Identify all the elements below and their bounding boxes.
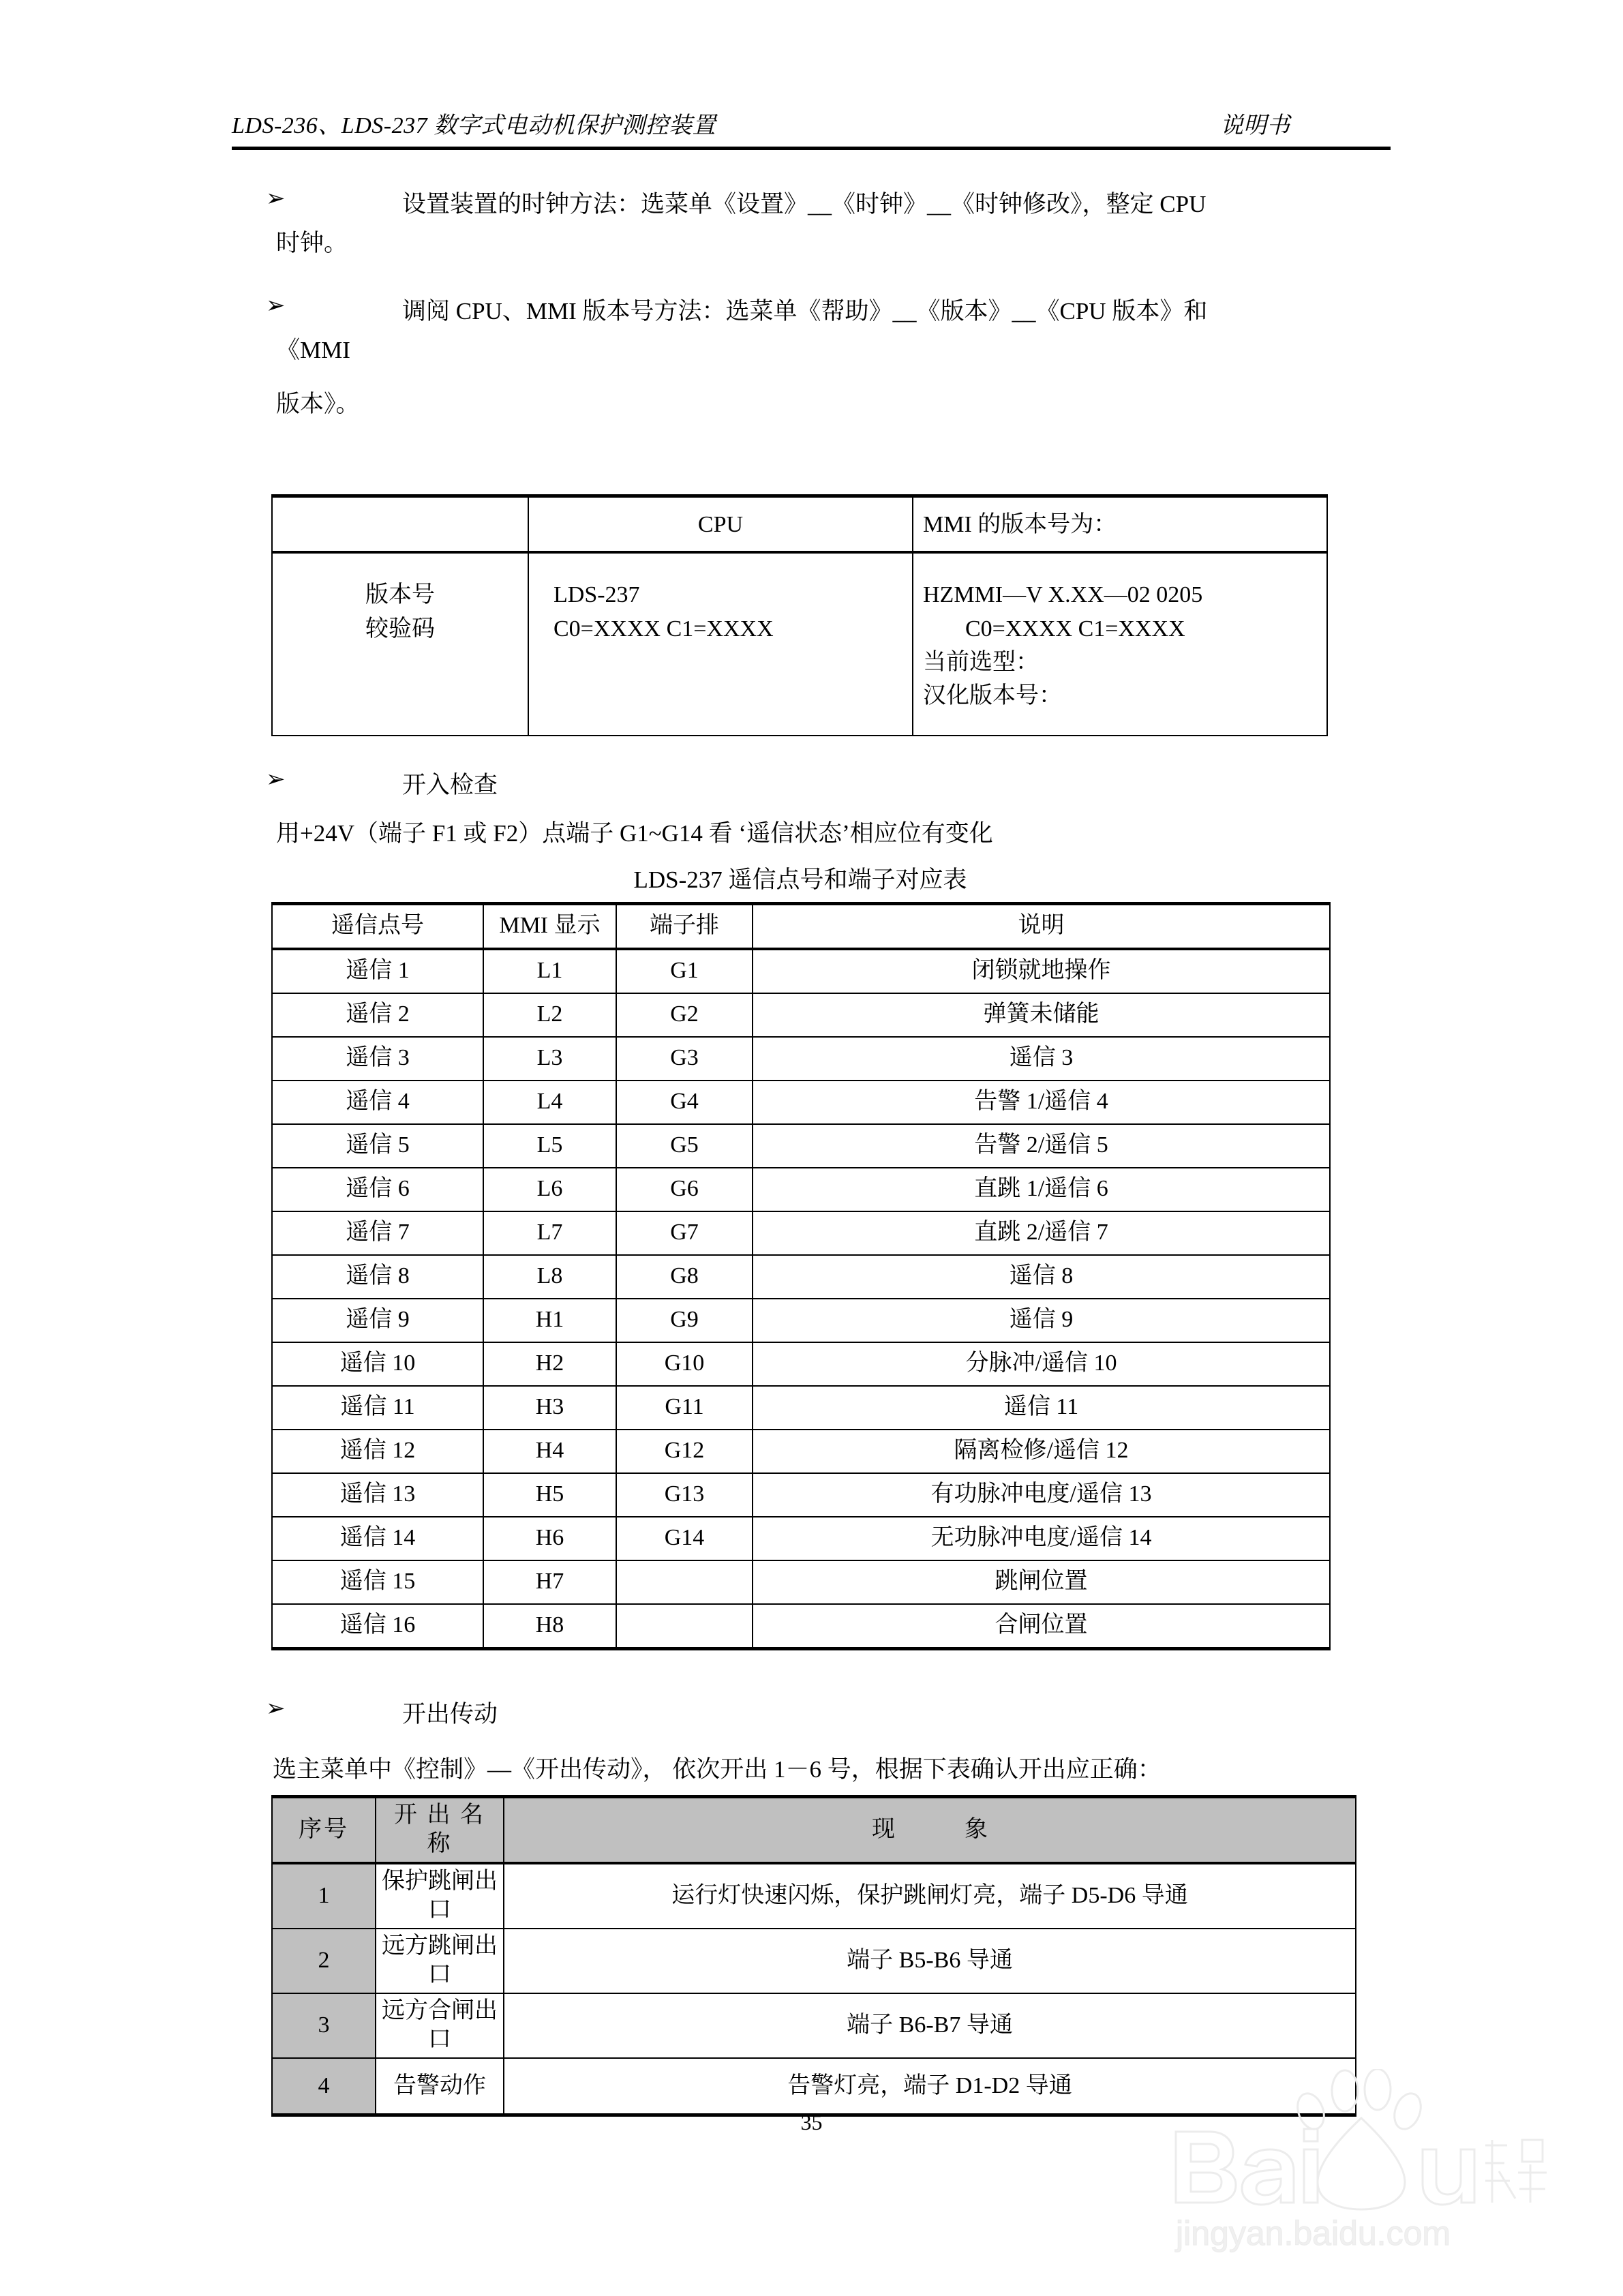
od-cell-0: 1 (272, 1863, 376, 1929)
od-cell-2: 端子 B5-B6 导通 (504, 1929, 1356, 1993)
rs-cell-2 (616, 1604, 753, 1649)
rs-cell-3: 弹簧未储能 (753, 993, 1330, 1037)
od-column-header-1: 开 出 名 称 (376, 1796, 504, 1863)
table-row (272, 1604, 1330, 1649)
bullet-arrow-icon: ➢ (266, 185, 286, 212)
version-header-cpu: CPU (528, 496, 913, 553)
bullet-version-line3: 版本》。 (276, 390, 360, 417)
bullet-arrow-icon: ➢ (266, 292, 286, 320)
table-row (272, 2058, 1356, 2115)
rs-cell-3: 告警 1/遥信 4 (753, 1081, 1330, 1124)
table-row (272, 1386, 1330, 1430)
remote-signal-table (271, 902, 1331, 1650)
bullet-arrow-icon: ➢ (266, 1694, 286, 1722)
table-row (272, 1211, 1330, 1255)
rs-cell-3: 分脉冲/遥信 10 (753, 1342, 1330, 1386)
rs-cell-3: 遥信 8 (753, 1255, 1330, 1299)
rs-column-header-3: 说明 (753, 903, 1330, 949)
rs-cell-2: G14 (616, 1517, 753, 1560)
rs-column-header-1: MMI 显示 (483, 903, 616, 949)
bullet-clock-text (232, 185, 1391, 262)
table-row (272, 1255, 1330, 1299)
rs-cell-2: G10 (616, 1342, 753, 1386)
rs-cell-3: 直跳 2/遥信 7 (753, 1211, 1330, 1255)
bullet-output-drive-desc: 选主菜单中《控制》—《开出传动》， 依次开出 1－6 号，根据下表确认开出应正确： (273, 1755, 1162, 1783)
rs-cell-1: L8 (483, 1255, 616, 1299)
rs-cell-0: 遥信 15 (272, 1560, 483, 1604)
table-row (272, 949, 1330, 993)
rs-cell-3: 直跳 1/遥信 6 (753, 1168, 1330, 1211)
rs-cell-1: L3 (483, 1037, 616, 1081)
rs-cell-3: 跳闸位置 (753, 1560, 1330, 1604)
table-row (272, 993, 1330, 1037)
rs-cell-0: 遥信 14 (272, 1517, 483, 1560)
table-row (272, 1863, 1356, 1929)
rs-cell-3: 遥信 11 (753, 1386, 1330, 1430)
bullet-clock-line2: 时钟。 (276, 229, 348, 256)
running-header (232, 102, 1391, 155)
version-mmi-cn-version: 汉化版本号： (923, 683, 1062, 709)
bullet-clock-line1: 设置装置的时钟方法：选菜单《设置》__《时钟》__《时钟修改》，整定 CPU (402, 191, 1207, 217)
rs-cell-2: G3 (616, 1037, 753, 1081)
table-row (272, 1517, 1330, 1560)
table-row (272, 1081, 1330, 1124)
version-label-checksum: 较验码 (365, 616, 435, 641)
rs-cell-0: 遥信 9 (272, 1299, 483, 1342)
rs-cell-0: 遥信 3 (272, 1037, 483, 1081)
header-document-title: LDS-236、LDS-237 数字式电动机保护测控装置 (232, 113, 716, 138)
table-row (272, 1037, 1330, 1081)
rs-cell-3: 告警 2/遥信 5 (753, 1124, 1330, 1168)
version-table-body-row (272, 552, 1327, 736)
rs-column-header-2: 端子排 (616, 903, 753, 949)
version-label-version-no: 版本号 (365, 582, 435, 608)
rs-cell-1: L4 (483, 1081, 616, 1124)
rs-cell-3: 合闸位置 (753, 1604, 1330, 1649)
od-cell-0: 4 (272, 2058, 376, 2115)
bullet-output-drive-title: 开出传动 (402, 1700, 498, 1727)
rs-cell-2: G11 (616, 1386, 753, 1430)
od-cell-2: 运行灯快速闪烁，保护跳闸灯亮，端子 D5-D6 导通 (504, 1863, 1356, 1929)
version-table-container (271, 494, 1391, 736)
version-mmi-checksum: C0=XXXX C1=XXXX (965, 616, 1185, 641)
rs-cell-3: 无功脉冲电度/遥信 14 (753, 1517, 1330, 1560)
version-row-labels (272, 552, 528, 736)
rs-cell-0: 遥信 7 (272, 1211, 483, 1255)
table-row (272, 1430, 1330, 1473)
rs-cell-1: L1 (483, 949, 616, 993)
rs-cell-2 (616, 1560, 753, 1604)
version-cpu-model: LDS-237 (553, 582, 640, 608)
table-row (272, 1168, 1330, 1211)
rs-cell-1: L7 (483, 1211, 616, 1255)
rs-table-container (271, 902, 1391, 1650)
rs-cell-0: 遥信 2 (272, 993, 483, 1037)
bullet-version-query (232, 292, 1391, 423)
bullet-arrow-icon: ➢ (266, 766, 286, 794)
rs-cell-3: 有功脉冲电度/遥信 13 (753, 1473, 1330, 1517)
header-document-kind: 说明书 (1220, 113, 1290, 138)
svg-text:jingyan.baidu.com: jingyan.baidu.com (1176, 2214, 1451, 2252)
rs-cell-1: H2 (483, 1342, 616, 1386)
rs-cell-2: G5 (616, 1124, 753, 1168)
od-cell-2: 端子 B6-B7 导通 (504, 1993, 1356, 2058)
rs-cell-0: 遥信 16 (272, 1604, 483, 1649)
rs-cell-2: G6 (616, 1168, 753, 1211)
rs-cell-3: 遥信 9 (753, 1299, 1330, 1342)
version-header-mmi: MMI 的版本号为： (913, 496, 1327, 553)
od-cell-0: 2 (272, 1929, 376, 1993)
rs-cell-1: H3 (483, 1386, 616, 1430)
rs-cell-2: G9 (616, 1299, 753, 1342)
bullet-input-check (232, 766, 1391, 852)
table-row (272, 1299, 1330, 1342)
rs-cell-1: H8 (483, 1604, 616, 1649)
bullet-version-line2: 《MMI (276, 337, 350, 364)
rs-column-header-0: 遥信点号 (272, 903, 483, 949)
version-cpu-checksum: C0=XXXX C1=XXXX (553, 616, 774, 641)
rs-cell-1: H1 (483, 1299, 616, 1342)
rs-cell-3: 遥信 3 (753, 1037, 1330, 1081)
od-cell-1: 保护跳闸出口 (376, 1863, 504, 1929)
table-row (272, 1993, 1356, 2058)
rs-table-body (272, 903, 1330, 1648)
rs-cell-0: 遥信 8 (272, 1255, 483, 1299)
rs-cell-0: 遥信 10 (272, 1342, 483, 1386)
page-number: 35 (800, 2110, 823, 2134)
rs-cell-1: H4 (483, 1430, 616, 1473)
version-table (271, 494, 1328, 736)
rs-cell-1: L2 (483, 993, 616, 1037)
rs-cell-0: 遥信 5 (272, 1124, 483, 1168)
rs-cell-2: G4 (616, 1081, 753, 1124)
od-cell-1: 远方合闸出口 (376, 1993, 504, 2058)
rs-cell-2: G1 (616, 949, 753, 993)
bullet-output-drive (232, 1695, 1391, 1788)
od-cell-1: 告警动作 (376, 2058, 504, 2115)
rs-cell-2: G13 (616, 1473, 753, 1517)
rs-cell-1: H7 (483, 1560, 616, 1604)
table-row (272, 1342, 1330, 1386)
version-row-cpu (528, 552, 913, 736)
od-header-row (272, 1796, 1356, 1863)
bullet-input-check-desc: 用+24V（端子 F1 或 F2）点端子 G1~G14 看 ‘遥信状态’相应位有变化 (276, 820, 993, 847)
header-divider (232, 147, 1391, 150)
od-cell-2: 告警灯亮，端子 D1-D2 导通 (504, 2058, 1356, 2115)
od-column-header-2: 现 象 (504, 1796, 1356, 1863)
bullet-input-check-title: 开入检查 (402, 772, 498, 799)
output-drive-table (271, 1795, 1356, 2117)
od-table-body (272, 1796, 1356, 2115)
rs-header-row (272, 903, 1330, 949)
bullet-version-text (232, 292, 1391, 423)
version-header-blank (272, 496, 528, 553)
rs-cell-1: H5 (483, 1473, 616, 1517)
rs-cell-0: 遥信 12 (272, 1430, 483, 1473)
bullet-clock-setting (232, 185, 1391, 262)
table-row (272, 1560, 1330, 1604)
version-table-header-row (272, 496, 1327, 553)
table-row (272, 1929, 1356, 1993)
rs-cell-0: 遥信 4 (272, 1081, 483, 1124)
rs-cell-2: G2 (616, 993, 753, 1037)
od-table-container (271, 1795, 1391, 2117)
od-column-header-0: 序号 (272, 1796, 376, 1863)
table-row (272, 1473, 1330, 1517)
rs-cell-0: 遥信 13 (272, 1473, 483, 1517)
page-content (232, 102, 1391, 2117)
rs-cell-2: G7 (616, 1211, 753, 1255)
version-mmi-current-model: 当前选型： (923, 650, 1039, 676)
bullet-version-line1: 调阅 CPU、MMI 版本号方法：选菜单《帮助》__《版本》__《CPU 版本》和 (402, 298, 1208, 325)
rs-table-caption: LDS-237 遥信点号和端子对应表 (633, 866, 967, 893)
rs-cell-0: 遥信 11 (272, 1386, 483, 1430)
table-row (272, 1124, 1330, 1168)
rs-cell-2: G12 (616, 1430, 753, 1473)
rs-cell-0: 遥信 1 (272, 949, 483, 993)
version-row-mmi (913, 552, 1327, 736)
rs-cell-0: 遥信 6 (272, 1168, 483, 1211)
rs-cell-1: L5 (483, 1124, 616, 1168)
rs-cell-1: L6 (483, 1168, 616, 1211)
rs-cell-1: H6 (483, 1517, 616, 1560)
rs-cell-2: G8 (616, 1255, 753, 1299)
od-cell-1: 远方跳闸出口 (376, 1929, 504, 1993)
od-cell-0: 3 (272, 1993, 376, 2058)
version-mmi-string: HZMMI—V X.XX—02 0205 (923, 582, 1203, 608)
rs-cell-3: 隔离检修/遥信 12 (753, 1430, 1330, 1473)
rs-cell-3: 闭锁就地操作 (753, 949, 1330, 993)
